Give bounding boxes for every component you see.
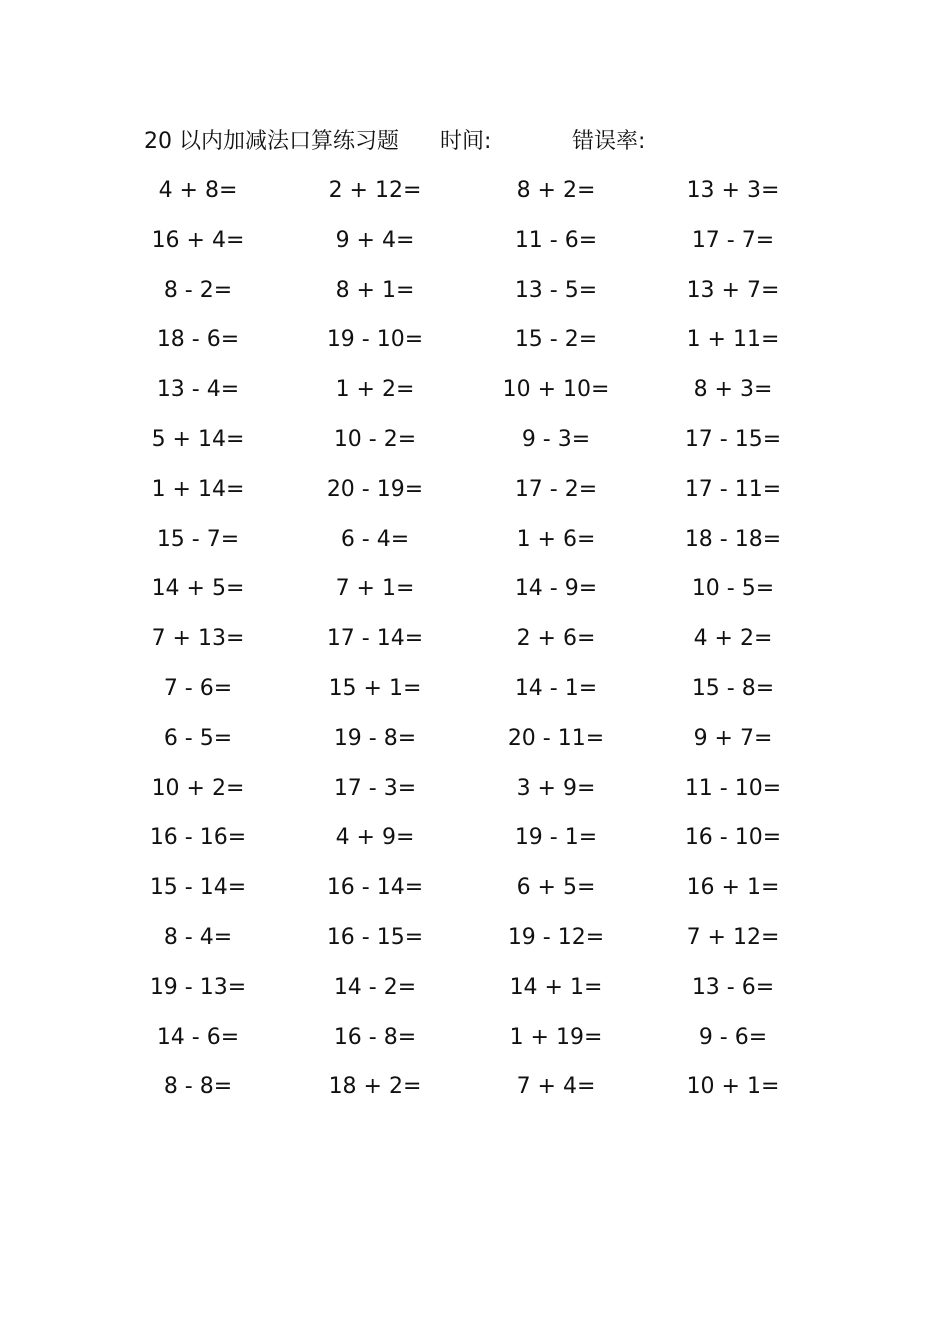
problem-item: 8 + 1= [335,277,415,303]
problem-item: 17 - 2= [514,476,598,502]
problem-item: 19 - 10= [326,327,424,353]
problem-item: 1 + 2= [335,377,415,403]
problem-item: 8 + 3= [693,377,773,403]
problem-item: 15 - 8= [691,676,775,701]
problem-item: 16 - 8= [333,1024,417,1050]
error-rate-label: 错误率: [572,129,646,154]
problem-item: 14 - 1= [514,676,598,701]
problem-item: 1 + 11= [686,327,780,353]
problem-item: 15 + 1= [328,676,422,701]
problem-item: 8 - 8= [163,1074,233,1100]
problem-item: 15 - 14= [149,875,247,901]
problem-item: 16 + 4= [151,227,245,253]
problem-item: 18 - 6= [156,327,240,353]
time-label: 时间: [440,129,492,154]
problem-item: 14 + 1= [509,974,603,1000]
problem-item: 2 + 6= [516,626,596,652]
problem-item: 15 - 7= [156,526,240,552]
problem-item: 10 - 5= [691,576,775,602]
worksheet-title: 20 以内加减法口算练习题 [144,129,399,154]
problem-item: 5 + 14= [151,427,245,452]
problem-item: 9 + 4= [335,227,415,253]
problem-item: 14 - 2= [333,974,417,1000]
problem-item: 14 + 5= [151,576,245,602]
problem-item: 13 + 7= [686,277,780,303]
problem-item: 8 - 2= [163,277,233,303]
problem-item: 11 - 10= [684,775,782,801]
problem-item: 19 - 12= [507,925,605,950]
problem-item: 7 + 13= [151,626,245,652]
problem-row [0,572,950,606]
problem-item: 19 - 1= [514,825,598,851]
problem-item: 7 - 6= [163,676,233,701]
problem-item: 15 - 2= [514,327,598,353]
problem-item: 17 - 3= [333,775,417,801]
problem-item: 8 - 4= [163,925,233,950]
problem-item: 7 + 12= [686,925,780,950]
problem-item: 13 - 5= [514,277,598,303]
problem-row [0,473,950,507]
problem-item: 13 - 4= [156,377,240,403]
problem-item: 1 + 14= [151,476,245,502]
problem-row [0,772,950,806]
problem-row [0,224,950,258]
problem-item: 2 + 12= [328,178,422,203]
problem-item: 6 - 4= [340,526,410,552]
problem-row [0,921,950,955]
problem-row [0,622,950,656]
problem-row [0,871,950,905]
problem-item: 16 + 1= [686,875,780,901]
problem-item: 17 - 14= [326,626,424,652]
problem-item: 19 - 13= [149,974,247,1000]
problem-item: 10 + 10= [502,377,610,403]
problem-item: 20 - 19= [326,476,424,502]
problem-item: 4 + 9= [335,825,415,851]
problem-row [0,1021,950,1055]
problem-item: 16 - 16= [149,825,247,851]
problem-row [0,971,950,1005]
problem-item: 1 + 6= [516,526,596,552]
problem-row [0,523,950,557]
problem-item: 6 + 5= [516,875,596,901]
problem-item: 10 + 2= [151,775,245,801]
problem-item: 18 - 18= [684,526,782,552]
problem-item: 10 + 1= [686,1074,780,1100]
problem-item: 4 + 8= [158,178,238,203]
problem-row [0,174,950,208]
problem-row [0,274,950,308]
problem-item: 10 - 2= [333,427,417,452]
problem-item: 14 - 9= [514,576,598,602]
problem-item: 20 - 11= [507,725,605,751]
problem-item: 16 - 10= [684,825,782,851]
problem-row [0,722,950,756]
problem-item: 14 - 6= [156,1024,240,1050]
problem-item: 6 - 5= [163,725,233,751]
problem-item: 13 + 3= [686,178,780,203]
problem-item: 1 + 19= [509,1024,603,1050]
problem-item: 17 - 15= [684,427,782,452]
problem-item: 16 - 14= [326,875,424,901]
problem-row [0,423,950,457]
problem-row [0,821,950,855]
problem-item: 9 - 6= [698,1024,768,1050]
problem-item: 17 - 7= [691,227,775,253]
problem-item: 18 + 2= [328,1074,422,1100]
problem-row [0,323,950,357]
problem-row [0,373,950,407]
problem-item: 11 - 6= [514,227,598,253]
problem-item: 4 + 2= [693,626,773,652]
problem-item: 16 - 15= [326,925,424,950]
problem-row [0,672,950,706]
problem-item: 13 - 6= [691,974,775,1000]
problem-row [0,1070,950,1104]
problem-item: 19 - 8= [333,725,417,751]
problem-item: 7 + 4= [516,1074,596,1100]
problem-item: 9 - 3= [521,427,591,452]
problem-item: 3 + 9= [516,775,596,801]
problem-item: 17 - 11= [684,476,782,502]
problem-item: 8 + 2= [516,178,596,203]
problem-item: 7 + 1= [335,576,415,602]
problem-item: 9 + 7= [693,725,773,751]
